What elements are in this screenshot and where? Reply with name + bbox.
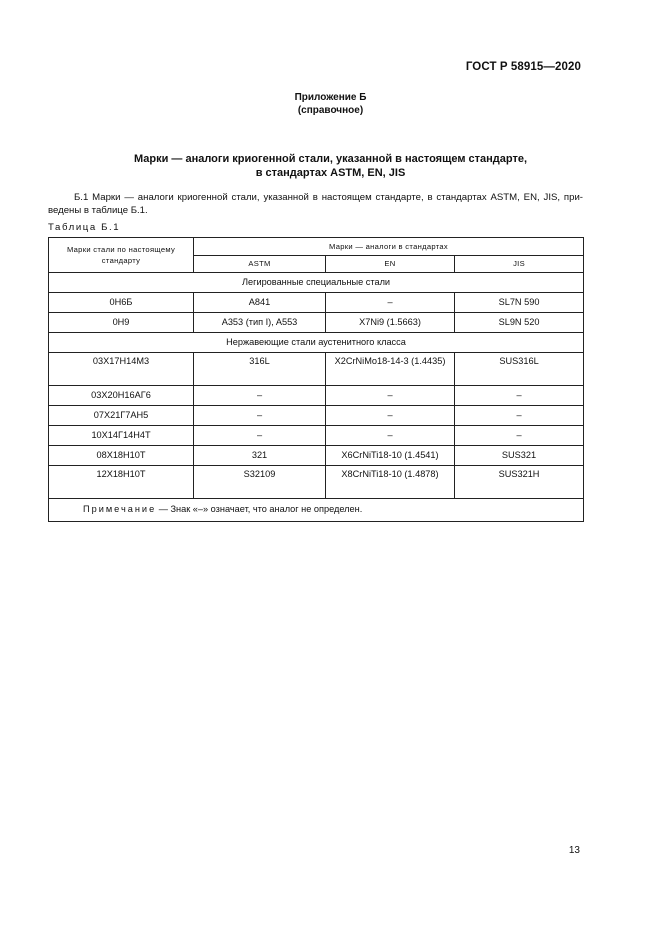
- cell-jis: –: [455, 406, 584, 426]
- table-row: [49, 406, 584, 426]
- cell-jis: –: [455, 386, 584, 406]
- cell-en: –: [326, 426, 455, 446]
- table-row: [49, 353, 584, 386]
- standard-code: ГОСТ Р 58915—2020: [465, 61, 581, 73]
- table-row: [49, 313, 584, 333]
- cell-en: –: [326, 386, 455, 406]
- cell-en: X2CrNiMo18-14-3 (1.4435): [326, 353, 455, 386]
- appendix-name: Приложение Б: [294, 92, 367, 103]
- cell-jis: SUS321H: [455, 466, 584, 499]
- table-caption: Таблица Б.1: [48, 222, 121, 233]
- cell-astm: –: [194, 386, 326, 406]
- cell-astm: 321: [194, 446, 326, 466]
- cell-jis: SUS316L: [455, 353, 584, 386]
- header-jis: JIS: [455, 256, 584, 273]
- table-row: [49, 386, 584, 406]
- cell-grade: 08Х18Н10Т: [49, 446, 194, 466]
- note-text: — Знак «–» означает, что аналог не определен.: [156, 504, 363, 515]
- cell-en: X6CrNiTi18-10 (1.4541): [326, 446, 455, 466]
- cell-jis: –: [455, 426, 584, 446]
- intro-paragraph: Б.1 Марки — аналоги криогенной стали, указанной в настоящем стандарте, в стандартах ASTM, EN, JIS, при- ведены в таблице Б.1.: [48, 192, 583, 216]
- appendix-title: [0, 152, 661, 180]
- cell-grade: 03Х17Н14М3: [49, 353, 194, 386]
- appendix-heading: [0, 91, 661, 117]
- cell-grade: 03Х20Н16АГ6: [49, 386, 194, 406]
- group-title: Легированные специальные стали: [49, 273, 584, 293]
- cell-astm: –: [194, 406, 326, 426]
- header-grade: Марки стали по настоящему стандарту: [49, 238, 194, 273]
- steel-grades-table: [48, 237, 584, 522]
- cell-astm: A841: [194, 293, 326, 313]
- header-en: EN: [326, 256, 455, 273]
- page-number: 13: [568, 845, 580, 856]
- table-row: [49, 446, 584, 466]
- cell-grade: 07Х21Г7АН5: [49, 406, 194, 426]
- cell-astm: S32109: [194, 466, 326, 499]
- cell-en: –: [326, 293, 455, 313]
- note-label: Примечание: [83, 504, 157, 515]
- cell-en: X7Ni9 (1.5663): [326, 313, 455, 333]
- cell-grade: 12Х18Н10Т: [49, 466, 194, 499]
- group-title: Нержавеющие стали аустенитного класса: [49, 333, 584, 353]
- appendix-type: (справочное): [297, 105, 364, 116]
- cell-jis: SL9N 520: [455, 313, 584, 333]
- cell-astm: –: [194, 426, 326, 446]
- cell-astm: 316L: [194, 353, 326, 386]
- header-analogs: Марки — аналоги в стандартах: [194, 238, 584, 256]
- table-row: [49, 293, 584, 313]
- table-note: [49, 499, 584, 522]
- table-row: [49, 466, 584, 499]
- table-row: [49, 426, 584, 446]
- cell-en: X8CrNiTi18-10 (1.4878): [326, 466, 455, 499]
- cell-astm: A353 (тип I), A553: [194, 313, 326, 333]
- cell-jis: SUS321: [455, 446, 584, 466]
- cell-grade: 0Н6Б: [49, 293, 194, 313]
- header-astm: ASTM: [194, 256, 326, 273]
- title-line-2: в стандартах ASTM, EN, JIS: [255, 167, 406, 179]
- cell-en: –: [326, 406, 455, 426]
- cell-grade: 10Х14Г14Н4Т: [49, 426, 194, 446]
- title-line-1: Марки — аналоги криогенной стали, указанной в настоящем стандарте,: [133, 153, 528, 165]
- cell-jis: SL7N 590: [455, 293, 584, 313]
- cell-grade: 0Н9: [49, 313, 194, 333]
